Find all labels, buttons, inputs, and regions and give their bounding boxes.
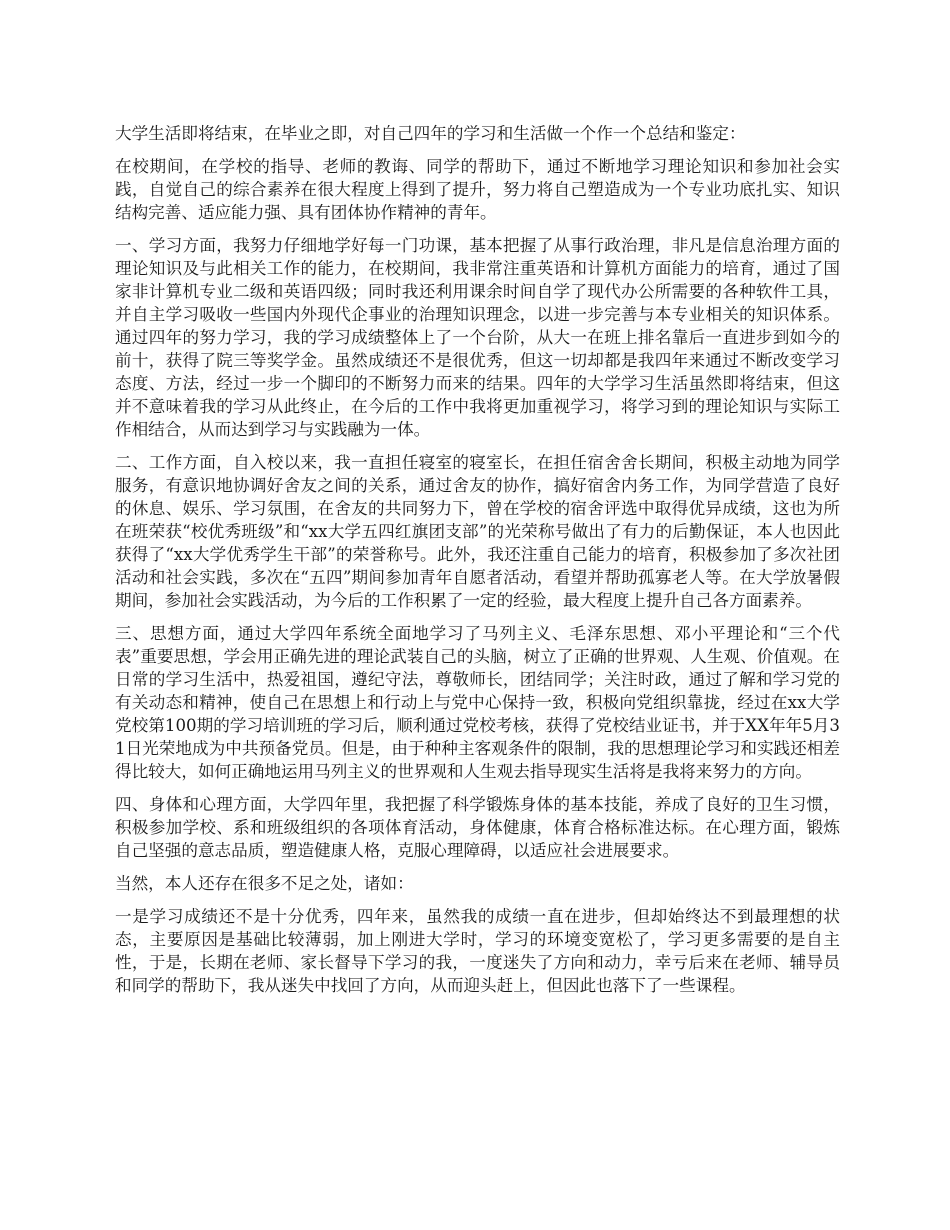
document-body: [115, 122, 840, 1007]
paragraph-intro: 大学生活即将结束，在毕业之即，对自己四年的学习和生活做一个作一个总结和鉴定：: [115, 124, 746, 143]
paragraph-study: 一、学习方面，我努力仔细地学好每一门功课，基本把握了从事行政治理，非凡是信息治理方面的理论知识及与此相关工作的能力，在校期间，我非常注重英语和计算机方面能力的培育，通过了国家非计算机专业二级和英语四级；同时我还利用课余时间自学了现代办公所需要的各种软件工具，并自主学习吸收一些国内外现代企事业的治理知识理念，以进一步完善与本专业相关的知识体系。通过四年的努力学习，我的学习成绩整体上了一个台阶，从大一在班上排名靠后一直进步到如今的前十，获得了院三等奖学金。虽然成绩还不是很优秀，但这一切却都是我四年来通过不断改变学习态度、方法，经过一步一个脚印的不断努力而来的结果。四年的大学学习生活虽然即将结束，但这并不意味着我的学习从此终止，在今后的工作中我将更加重视学习，将学习到的理论知识与实际工作相结合，从而达到学习与实践融为一体。: [115, 236, 840, 439]
paragraph-overview: 在校期间，在学校的指导、老师的教诲、同学的帮助下，通过不断地学习理论知识和参加社会实践，自觉自己的综合素养在很大程度上得到了提升，努力将自己塑造成为一个专业功底扎实、知识结构完善、适应能力强、具有团体协作精神的青年。: [115, 157, 840, 222]
paragraph-shortcoming-one: 一是学习成绩还不是十分优秀，四年来，虽然我的成绩一直在进步，但却始终达不到最理想的状态，主要原因是基础比较薄弱，加上刚进大学时，学习的环境变宽松了，学习更多需要的是自主性，于是，长期在老师、家长督导下学习的我，一度迷失了方向和动力，幸亏后来在老师、辅导员和同学的帮助下，我从迷失中找回了方向，从而迎头赶上，但因此也落下了一些课程。: [115, 907, 840, 995]
paragraph-thought: 三、思想方面，通过大学四年系统全面地学习了马列主义、毛泽东思想、邓小平理论和“三个代表”重要思想，学会用正确先进的理论武装自己的头脑，树立了正确的世界观、人生观、价值观。在日常的学习生活中，热爱祖国，遵纪守法，尊敬师长，团结同学；关注时政，通过了解和学习党的有关动态和精神，使自己在思想上和行动上与党中心保持一致，积极向党组织靠拢，经过在xx大学党校第100期的学习培训班的学习后，顺利通过党校考核，获得了党校结业证书，并于XX年年5月31日光荣地成为中共预备党员。但是，由于种种主客观条件的限制，我的思想理论学习和实践还相差得比较大，如何正确地运用马列主义的世界观和人生观去指导现实生活将是我将来努力的方向。: [115, 624, 840, 781]
paragraph-work: 二、工作方面，自入校以来，我一直担任寝室的寝室长，在担任宿舍舍长期间，积极主动地为同学服务，有意识地协调好舍友之间的关系，通过舍友的协作，搞好宿舍内务工作，为同学营造了良好的休息、娱乐、学习氛围，在舍友的共同努力下，曾在学校的宿舍评选中取得优异成绩，这也为所在班荣获“校优秀班级”和“xx大学五四红旗团支部”的光荣称号做出了有力的后勤保证，本人也因此获得了“xx大学优秀学生干部”的荣誉称号。此外，我还注重自己能力的培育，积极参加了多次社团活动和社会实践，多次在“五四”期间参加青年自愿者活动，看望并帮助孤寡老人等。在大学放暑假期间，参加社会实践活动，为今后的工作积累了一定的经验，最大程度上提升自己各方面素养。: [115, 453, 840, 610]
paragraph-health: 四、身体和心理方面，大学四年里，我把握了科学锻炼身体的基本技能，养成了良好的卫生习惯，积极参加学校、系和班级组织的各项体育活动，身体健康，体育合格标准达标。在心理方面，锻炼自己坚强的意志品质，塑造健康人格，克服心理障碍，以适应社会进展要求。: [115, 795, 840, 860]
paragraph-shortcomings-intro: 当然，本人还存在很多不足之处，诸如：: [115, 874, 414, 893]
